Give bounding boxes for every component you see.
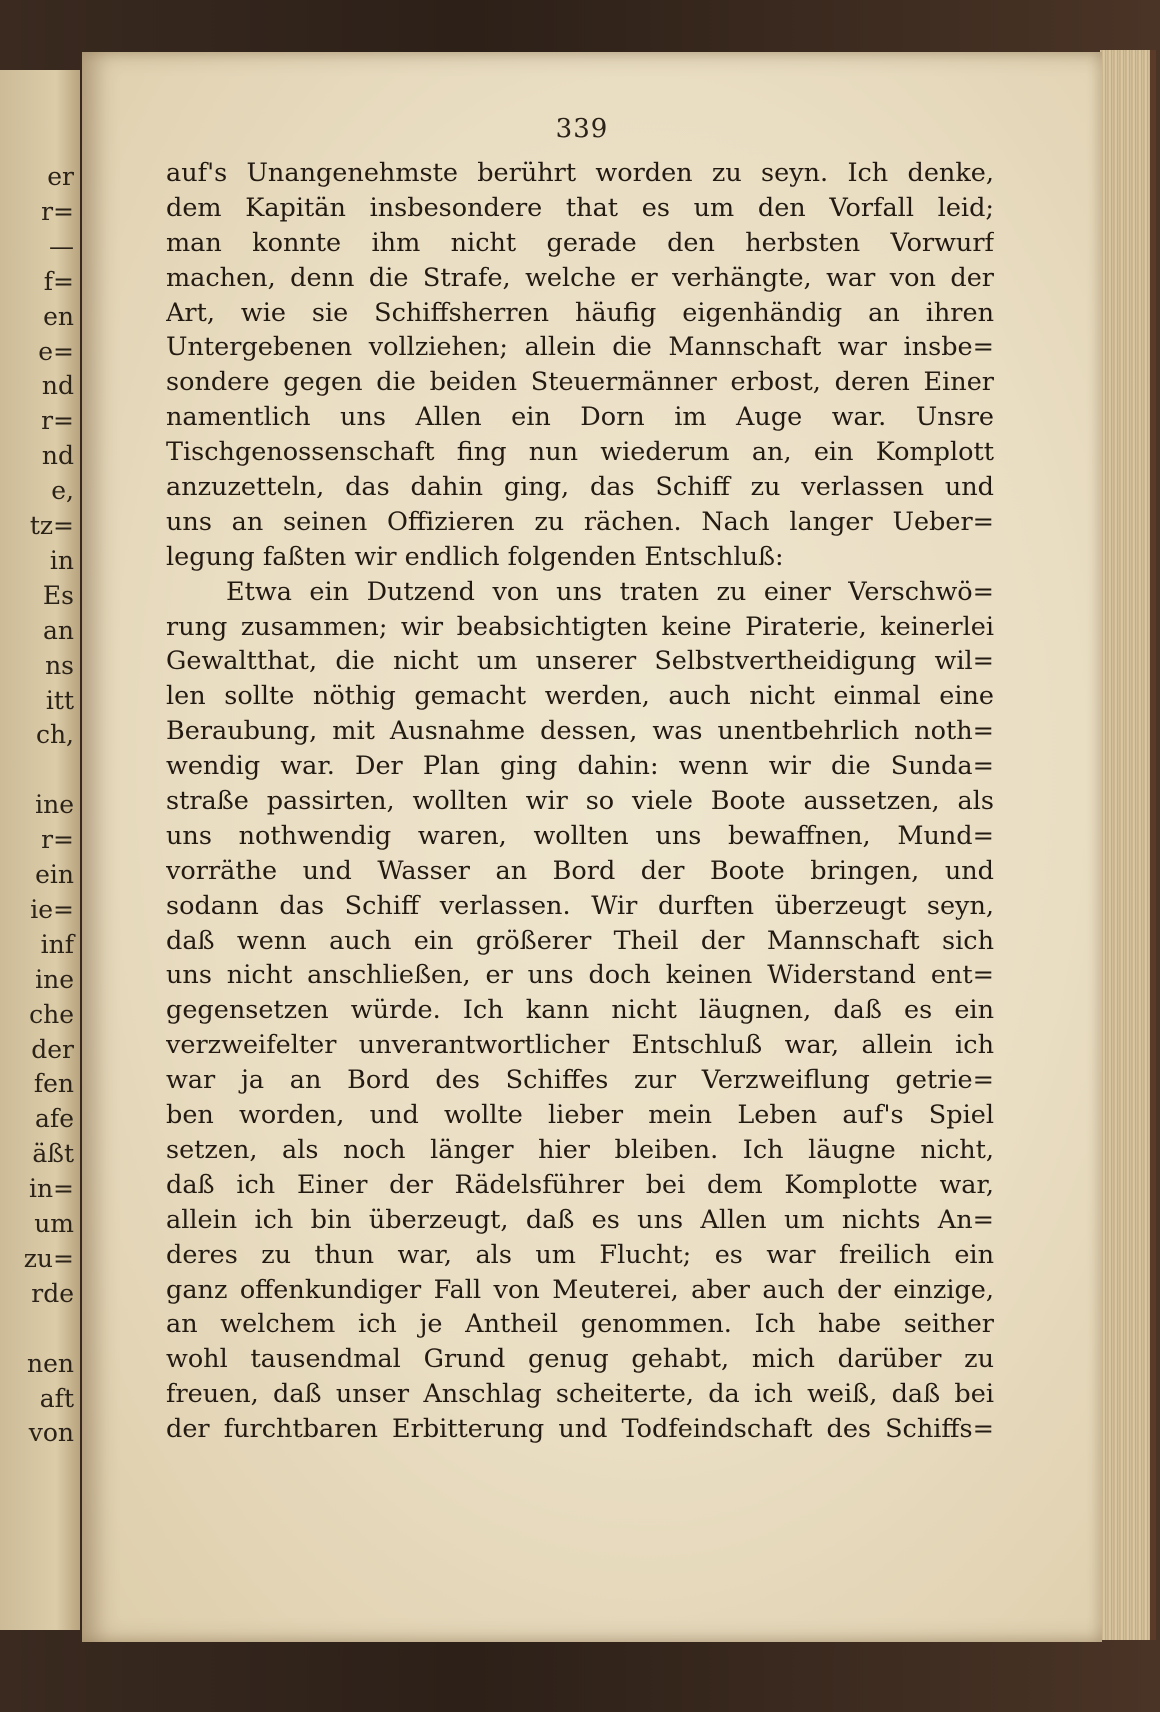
facing-page-fragment: ein <box>35 860 74 889</box>
facing-page-fragment: an <box>42 615 74 645</box>
text-line: daß ich Einer der Rädelsführer bei dem Komplotte war, <box>166 1169 994 1200</box>
text-line: man konnte ihm nicht gerade den herbsten Vorwurf <box>166 227 994 258</box>
text-line: gegensetzen würde. Ich kann nicht läugnen, daß es ein <box>166 995 994 1026</box>
facing-page-fragment: ie= <box>30 894 74 924</box>
facing-page-fragment: zu= <box>23 1243 74 1273</box>
text-line: wohl tausendmal Grund genug gehabt, mich darüber zu <box>166 1344 994 1375</box>
facing-page-fragment: inf <box>40 929 74 959</box>
text-line: auf's Unangenehmste berührt worden zu seyn. Ich denke, <box>166 158 994 188</box>
facing-page-fragment: rde <box>31 1278 74 1308</box>
facing-page-fragment: f= <box>43 266 74 296</box>
text-line: uns nicht anschließen, er uns doch keinen Widerstand ent= <box>166 960 994 991</box>
facing-page-fragment: e, <box>51 476 74 506</box>
text-line: Gewaltthat, die nicht um unserer Selbstvertheidigung wil= <box>166 646 994 677</box>
text-line: vorräthe und Wasser an Bord der Boote bringen, und <box>166 855 994 886</box>
text-line: wendig war. Der Plan ging dahin: wenn wir die Sunda= <box>166 751 994 782</box>
facing-page-fragment: nen <box>27 1348 74 1378</box>
text-line: daß wenn auch ein größerer Theil der Mannschaft sich <box>166 925 994 956</box>
page-number: 339 <box>555 114 609 144</box>
facing-page-fragment: nd <box>41 371 74 401</box>
text-line: uns an seinen Offizieren zu rächen. Nach langer Ueber= <box>166 506 994 537</box>
text-line: anzuzetteln, das dahin ging, das Schiff zu verlassen und <box>166 472 994 503</box>
facing-page-fragment: e= <box>38 336 74 366</box>
facing-page-fragment: r= <box>41 196 74 226</box>
facing-page-fragment: um <box>34 1209 74 1238</box>
text-line: Beraubung, mit Ausnahme dessen, was unentbehrlich noth= <box>166 716 994 747</box>
text-line: freuen, daß unser Anschlag scheiterte, da ich weiß, daß bei <box>166 1379 994 1410</box>
text-line: setzen, als noch länger hier bleiben. Ich läugne nicht, <box>166 1134 994 1165</box>
text-line: Tischgenossenschaft fing nun wiederum an, ein Komplott <box>166 437 994 468</box>
facing-page-fragment: aft <box>39 1383 74 1413</box>
facing-page-fragment: Es <box>42 580 74 610</box>
facing-page-fragment: en <box>43 301 74 331</box>
text-line: len sollte nöthig gemacht werden, auch nicht einmal eine <box>166 681 994 712</box>
facing-page-fragment: äßt <box>32 1139 74 1169</box>
text-line: war ja an Bord des Schiffes zur Verzweiflung getrie= <box>166 1065 994 1096</box>
facing-page-fragment: in <box>49 545 74 575</box>
text-line: uns nothwendig waren, wollten uns bewaffnen, Mund= <box>166 820 994 851</box>
text-line: Untergebenen vollziehen; allein die Mannschaft war insbe= <box>166 332 994 363</box>
page-text <box>166 156 994 1447</box>
facing-page-fragment: ine <box>35 790 74 820</box>
facing-page-fragment: in= <box>28 1174 74 1204</box>
facing-page-fragment: nd <box>41 441 74 471</box>
text-line: sondere gegen die beiden Steuermänner erbost, deren Einer <box>166 367 994 398</box>
text-line: verzweifelter unverantwortlicher Entschluß war, allein ich <box>166 1030 994 1061</box>
facing-page-fragment: ch, <box>35 720 74 750</box>
text-line: Art, wie sie Schiffsherren häufig eigenhändig an ihren <box>166 297 994 328</box>
facing-page-fragment: tz= <box>29 511 74 540</box>
facing-page-fragment: che <box>29 999 74 1029</box>
text-line: machen, denn die Strafe, welche er verhängte, war von der <box>166 262 994 293</box>
text-line: der furchtbaren Erbitterung und Todfeindschaft des Schiffs= <box>166 1414 994 1445</box>
facing-page-fragment: von <box>28 1418 74 1448</box>
facing-page-fragment: — <box>49 231 74 261</box>
text-line: ben worden, und wollte lieber mein Leben auf's Spiel <box>166 1100 994 1131</box>
facing-page-fragment: r= <box>41 406 74 436</box>
text-line: Etwa ein Dutzend von uns traten zu einer Verschwö= <box>226 576 994 607</box>
facing-page-fragment: r= <box>41 825 74 855</box>
facing-page-fragment: ine <box>35 964 74 994</box>
text-line: namentlich uns Allen ein Dorn im Auge war. Unsre <box>166 402 994 433</box>
text-line: straße passirten, wollten wir so viele Boote aussetzen, als <box>166 786 994 817</box>
page-edges <box>1100 50 1156 1640</box>
text-line: dem Kapitän insbesondere that es um den Vorfall leid; <box>166 192 994 223</box>
text-line: deres zu thun war, als um Flucht; es war freilich ein <box>166 1239 994 1270</box>
text-line: sodann das Schiff verlassen. Wir durften überzeugt seyn, <box>166 890 994 921</box>
facing-page-edge <box>0 70 80 1630</box>
facing-page-fragment: ns <box>45 650 74 680</box>
facing-page-fragment: er <box>47 162 74 191</box>
book-page <box>82 52 1102 1642</box>
text-line: legung faßten wir endlich folgenden Entschluß: <box>166 541 784 572</box>
text-line: allein ich bin überzeugt, daß es uns Allen um nichts An= <box>166 1204 994 1235</box>
text-line: an welchem ich je Antheil genommen. Ich habe seither <box>166 1309 994 1340</box>
text-line: rung zusammen; wir beabsichtigten keine Piraterie, keinerlei <box>166 611 994 642</box>
facing-page-fragment: afe <box>35 1104 74 1134</box>
facing-page-fragment: der <box>31 1034 74 1064</box>
facing-page-fragment: fen <box>33 1069 74 1099</box>
text-line: ganz offenkundiger Fall von Meuterei, aber auch der einzige, <box>166 1274 994 1305</box>
facing-page-fragment: itt <box>45 685 74 715</box>
